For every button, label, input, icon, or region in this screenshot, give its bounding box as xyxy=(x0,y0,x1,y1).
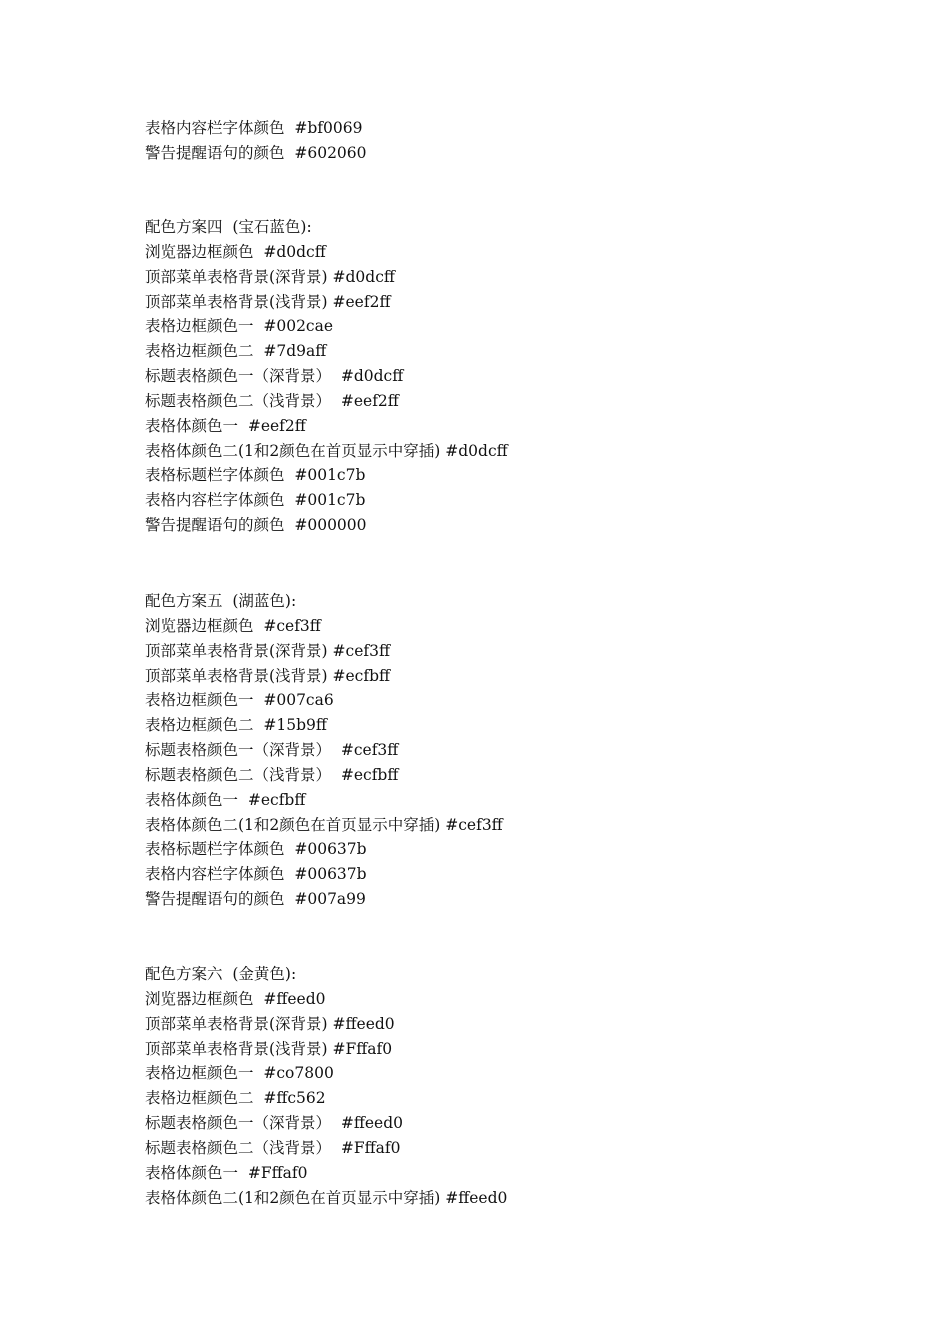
text-line: 顶部菜单表格背景(浅背景) #ecfbff xyxy=(145,666,391,685)
scheme-title: 配色方案四 (宝石蓝色): xyxy=(145,218,312,236)
color-scheme-4 xyxy=(145,215,845,538)
text-line: 顶部菜单表格背景(浅背景) #eef2ff xyxy=(145,292,391,311)
text-line: 顶部菜单表格背景(深背景) #ffeed0 xyxy=(145,1014,395,1033)
text-line: 浏览器边框颜色 #ffeed0 xyxy=(145,989,326,1008)
text-line: 表格体颜色二(1和2颜色在首页显示中穿插) #cef3ff xyxy=(145,815,503,834)
text-line: 表格边框颜色二 #ffc562 xyxy=(145,1089,326,1108)
text-line: 表格内容栏字体颜色 #001c7b xyxy=(145,491,366,510)
scheme3-tail xyxy=(145,116,845,166)
text-line: 标题表格颜色一（深背景） #ffeed0 xyxy=(145,1114,403,1133)
text-line: 表格边框颜色二 #7d9aff xyxy=(145,342,327,361)
text-line: 表格标题栏字体颜色 #00637b xyxy=(145,840,367,859)
text-line: 表格内容栏字体颜色 #00637b xyxy=(145,865,367,884)
text-line: 警告提醒语句的颜色 #007a99 xyxy=(145,890,366,909)
text-line: 表格体颜色一 #ecfbff xyxy=(145,790,306,809)
text-line: 表格体颜色一 #eef2ff xyxy=(145,416,306,435)
text-line: 警告提醒语句的颜色 #000000 xyxy=(145,516,367,535)
text-line: 顶部菜单表格背景(深背景) #cef3ff xyxy=(145,641,390,660)
text-line: 表格边框颜色一 #co7800 xyxy=(145,1064,334,1083)
text-line: 顶部菜单表格背景(深背景) #d0dcff xyxy=(145,267,395,286)
text-line: 表格体颜色二(1和2颜色在首页显示中穿插) #d0dcff xyxy=(145,441,508,460)
scheme-title: 配色方案六 (金黄色): xyxy=(145,965,297,983)
text-line: 标题表格颜色二（浅背景） #eef2ff xyxy=(145,391,399,410)
text-line: 顶部菜单表格背景(浅背景) #Fffaf0 xyxy=(145,1039,393,1058)
text-line: 表格体颜色二(1和2颜色在首页显示中穿插) #ffeed0 xyxy=(145,1188,508,1207)
text-line: 标题表格颜色一（深背景） #d0dcff xyxy=(145,367,404,386)
scheme-title: 配色方案五 (湖蓝色): xyxy=(145,592,297,610)
text-line: 警告提醒语句的颜色 #602060 xyxy=(145,143,367,162)
text-line: 表格内容栏字体颜色 #bf0069 xyxy=(145,119,363,137)
text-line: 浏览器边框颜色 #d0dcff xyxy=(145,242,326,261)
text-line: 表格标题栏字体颜色 #001c7b xyxy=(145,466,366,485)
text-line: 标题表格颜色二（浅背景） #Fffaf0 xyxy=(145,1138,401,1157)
text-line: 表格边框颜色二 #15b9ff xyxy=(145,716,327,735)
color-scheme-6 xyxy=(145,962,845,1210)
text-line: 表格边框颜色一 #007ca6 xyxy=(145,691,334,710)
text-line: 表格边框颜色一 #002cae xyxy=(145,317,334,336)
color-scheme-5 xyxy=(145,589,845,912)
text-line: 标题表格颜色二（浅背景） #ecfbff xyxy=(145,765,399,784)
text-line: 标题表格颜色一（深背景） #cef3ff xyxy=(145,741,399,760)
text-line: 表格体颜色一 #Fffaf0 xyxy=(145,1163,308,1182)
text-line: 浏览器边框颜色 #cef3ff xyxy=(145,616,321,635)
